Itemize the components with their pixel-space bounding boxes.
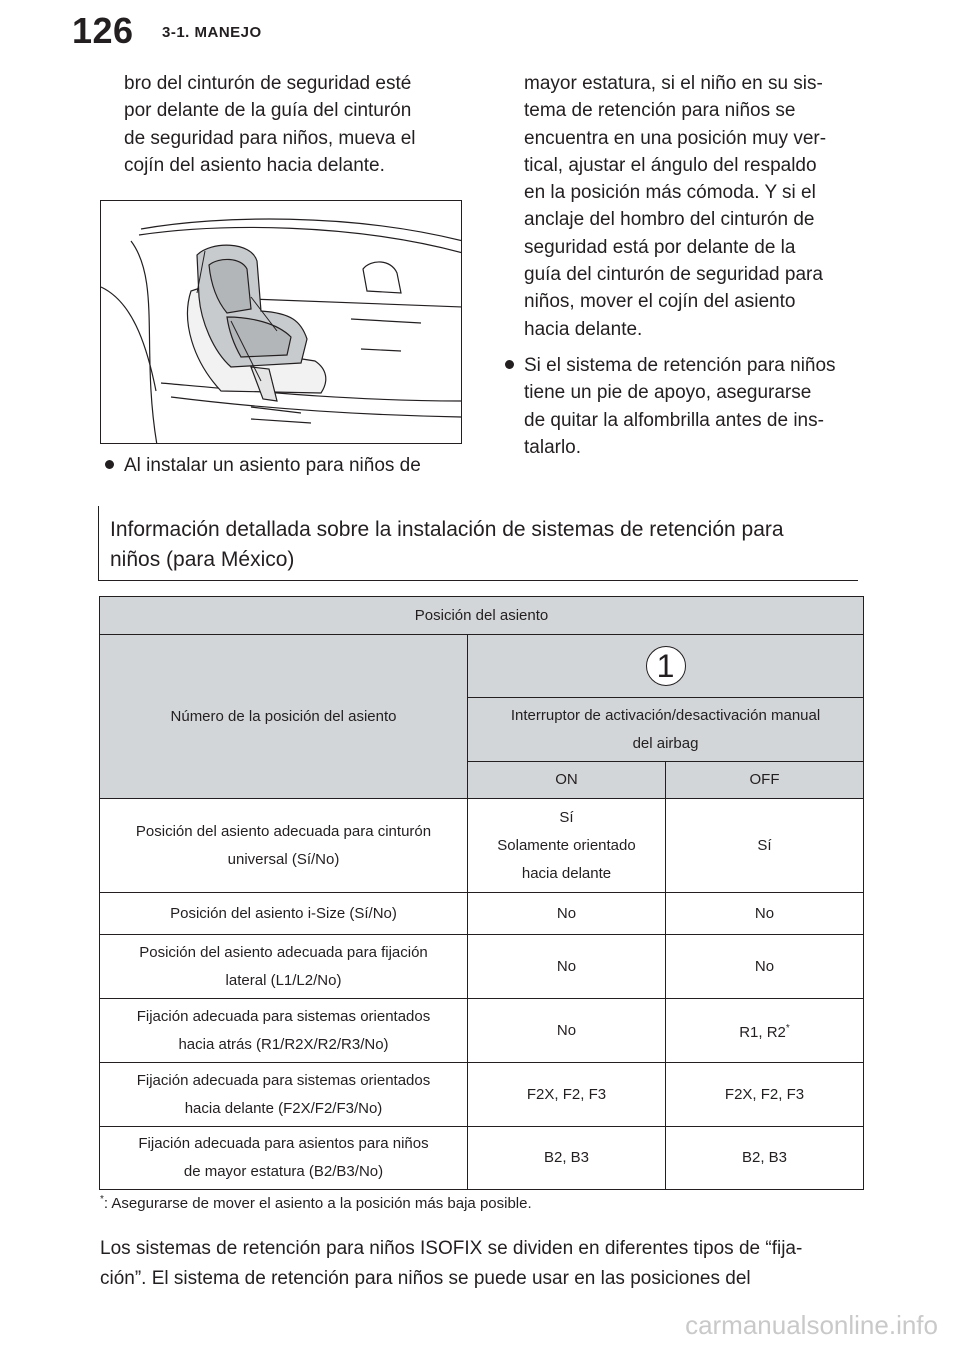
cell-line: hacia delante bbox=[521, 864, 612, 882]
seat-number-badge: 1 bbox=[646, 646, 686, 686]
footnote bbox=[100, 1194, 532, 1212]
text-line: cojín del asiento hacia delante. bbox=[124, 154, 385, 176]
cell-line: No bbox=[556, 904, 577, 922]
text-line: seguridad está por delante de la bbox=[524, 236, 796, 258]
bullet-dot bbox=[105, 460, 114, 469]
off-value bbox=[666, 999, 864, 1063]
footnote-mark: * bbox=[100, 1194, 104, 1205]
section-label: 3-1. MANEJO bbox=[162, 24, 262, 41]
off-value: B2, B3 bbox=[666, 1127, 864, 1190]
cell-line: del airbag bbox=[632, 734, 699, 752]
cell-line: hacia delante (F2X/F2/F3/No) bbox=[184, 1099, 383, 1117]
text-line: de quitar la alfombrilla antes de ins- bbox=[524, 409, 824, 431]
cell-line: lateral (L1/L2/No) bbox=[225, 971, 342, 989]
on-value bbox=[468, 935, 666, 999]
cell-line: Solamente orientado bbox=[497, 836, 636, 854]
cell-value: R1, R2 bbox=[739, 1023, 786, 1041]
cell-line: F2X, F2, F3 bbox=[526, 1085, 607, 1103]
bottom-paragraph bbox=[100, 1234, 802, 1294]
table-title: Posición del asiento bbox=[100, 597, 864, 635]
text-line: tema de retención para niños se bbox=[524, 100, 796, 122]
right-paragraph bbox=[524, 70, 826, 343]
car-seat-drawing bbox=[101, 201, 462, 444]
text-line: de seguridad para niños, mueva el bbox=[124, 127, 416, 149]
cell-line: hacia atrás (R1/R2X/R2/R3/No) bbox=[178, 1035, 389, 1053]
bullet-dot bbox=[505, 360, 514, 369]
text-line: talarlo. bbox=[524, 436, 582, 458]
heading-line: niños (para México) bbox=[110, 548, 295, 571]
table-row bbox=[100, 999, 864, 1063]
right-bullet-text bbox=[524, 352, 836, 461]
cell-line: de mayor estatura (B2/B3/No) bbox=[183, 1163, 384, 1180]
text-line: hacia delante. bbox=[524, 318, 643, 340]
cell-line: Posición del asiento adecuada para cinturón bbox=[135, 822, 432, 840]
cell-line: No bbox=[556, 1021, 577, 1039]
text-line: ción”. El sistema de retención para niños se puede usar en las posiciones del bbox=[100, 1268, 751, 1289]
text-line: anclaje del hombro del cinturón de bbox=[524, 209, 815, 231]
text-line: tical, ajustar el ángulo del respaldo bbox=[524, 154, 817, 176]
off-header: OFF bbox=[666, 762, 864, 799]
cell-line: universal (Sí/No) bbox=[227, 850, 340, 868]
off-value: Sí bbox=[666, 799, 864, 893]
on-header: ON bbox=[468, 762, 666, 799]
airbag-switch-header bbox=[468, 698, 864, 762]
seat-position-label: Número de la posición del asiento bbox=[100, 635, 468, 799]
row-label bbox=[100, 1063, 468, 1127]
text-line: mayor estatura, si el niño en su sis- bbox=[524, 73, 823, 94]
cell-line: Fijación adecuada para sistemas orientados bbox=[136, 1007, 431, 1025]
text-line: tiene un pie de apoyo, asegurarse bbox=[524, 382, 812, 404]
row-label bbox=[100, 893, 468, 935]
on-value bbox=[468, 1063, 666, 1127]
text-line: por delante de la guía del cinturón bbox=[124, 100, 412, 122]
off-value: F2X, F2, F3 bbox=[666, 1063, 864, 1127]
section-heading bbox=[110, 515, 784, 575]
table-row bbox=[100, 1127, 864, 1190]
table-row bbox=[100, 893, 864, 935]
text-line: Si el sistema de retención para niños bbox=[524, 355, 836, 376]
heading-line: Información detallada sobre la instalación de sistemas de retención para bbox=[110, 518, 784, 541]
footnote-mark: * bbox=[785, 1022, 790, 1034]
row-label bbox=[100, 1127, 468, 1190]
seat-position-table bbox=[99, 596, 864, 1190]
cell-line: Posición del asiento adecuada para fijación bbox=[139, 943, 428, 961]
seat-number-cell bbox=[468, 635, 864, 698]
text-line: encuentra en una posición muy ver- bbox=[524, 127, 827, 149]
cell-line: Sí bbox=[559, 808, 574, 826]
watermark: carmanualsonline.info bbox=[685, 1310, 938, 1340]
text-line: niños, mover el cojín del asiento bbox=[524, 291, 796, 313]
left-paragraph bbox=[124, 70, 416, 179]
row-label bbox=[100, 935, 468, 999]
left-bullet-text: Al instalar un asiento para niños de bbox=[124, 455, 421, 476]
cell-line: Fijación adecuada para sistemas orientados bbox=[136, 1071, 431, 1089]
cell-line: Fijación adecuada para asientos para niños bbox=[138, 1135, 429, 1152]
text-line: guía del cinturón de seguridad para bbox=[524, 264, 823, 286]
off-value: No bbox=[666, 893, 864, 935]
cell-line: B2, B3 bbox=[543, 1149, 590, 1166]
on-value bbox=[468, 1127, 666, 1190]
table-row bbox=[100, 799, 864, 893]
text-line: en la posición más cómoda. Y si el bbox=[524, 182, 816, 204]
page-number: 126 bbox=[72, 10, 134, 51]
row-label bbox=[100, 799, 468, 893]
footnote-text: : Asegurarse de mover el asiento a la posición más baja posible. bbox=[103, 1195, 532, 1212]
cell-line: Interruptor de activación/desactivación manual bbox=[510, 706, 821, 724]
cell-line: No bbox=[556, 957, 577, 975]
off-value: No bbox=[666, 935, 864, 999]
on-value bbox=[468, 893, 666, 935]
on-value bbox=[468, 999, 666, 1063]
table-row bbox=[100, 1063, 864, 1127]
row-label bbox=[100, 999, 468, 1063]
text-line: bro del cinturón de seguridad esté bbox=[124, 73, 412, 94]
table-row bbox=[100, 935, 864, 999]
cell-line: Posición del asiento i-Size (Sí/No) bbox=[170, 904, 397, 922]
text-line: Los sistemas de retención para niños ISOFIX se dividen en diferentes tipos de “fija- bbox=[100, 1238, 803, 1259]
on-value bbox=[468, 799, 666, 893]
child-seat-illustration bbox=[100, 200, 462, 444]
